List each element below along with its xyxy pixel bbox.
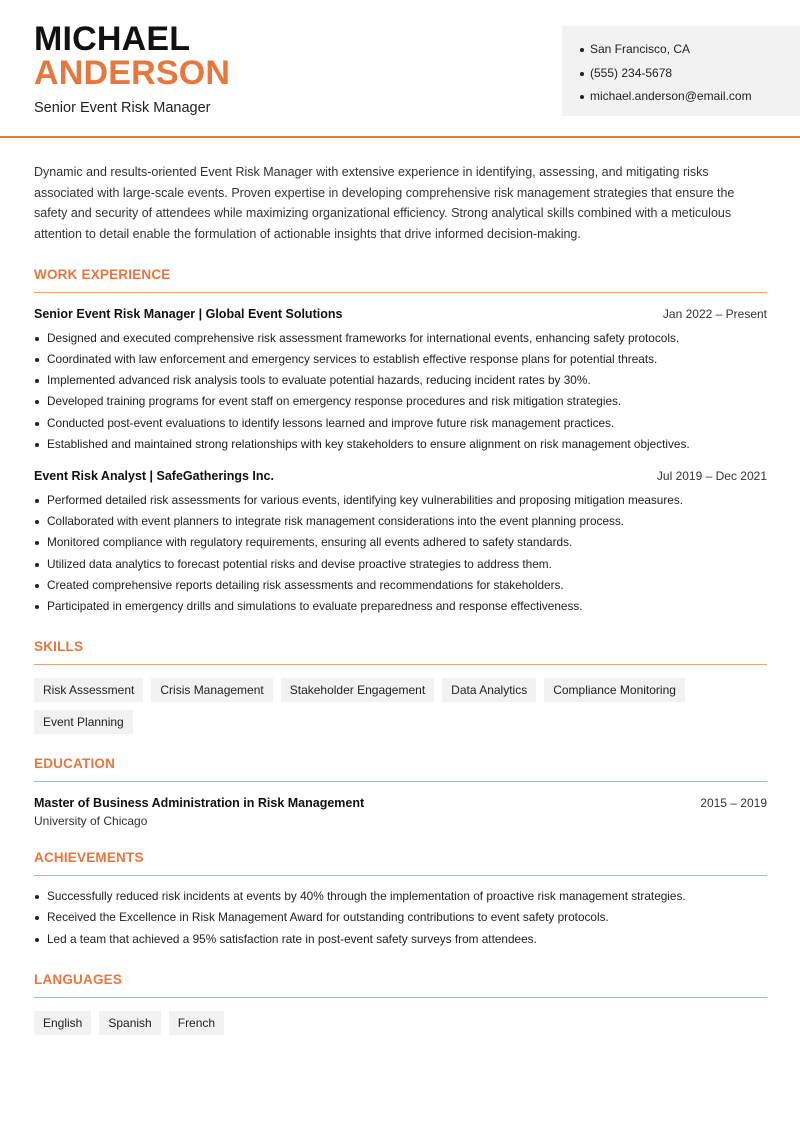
list-item: Led a team that achieved a 95% satisfaction rate in post-event safety surveys from attendees. (34, 929, 767, 950)
skill-tag: Event Planning (34, 710, 133, 734)
job-bullets (34, 490, 767, 617)
language-tag: Spanish (99, 1011, 160, 1035)
list-item: Created comprehensive reports detailing risk assessments and recommendations for stakeholders. (34, 575, 767, 596)
full-name (34, 22, 230, 90)
list-item: Monitored compliance with regulatory requirements, ensuring all events adhered to safety standards. (34, 532, 767, 553)
skill-tag: Stakeholder Engagement (281, 678, 434, 702)
job-role: Senior Event Risk Manager | Global Event Solutions (34, 306, 343, 321)
job-dates: Jul 2019 – Dec 2021 (656, 469, 767, 484)
section-title-achievements: ACHIEVEMENTS (34, 850, 767, 876)
list-item: Designed and executed comprehensive risk assessment frameworks for international events, enhancing safety protocols. (34, 328, 767, 349)
language-tag: French (169, 1011, 224, 1035)
headline-title: Senior Event Risk Manager (34, 100, 211, 116)
job-entry (34, 469, 767, 617)
section-title-education: EDUCATION (34, 756, 767, 782)
achievements-list (34, 886, 767, 950)
list-item: Received the Excellence in Risk Management Award for outstanding contributions to event safety protocols. (34, 907, 767, 928)
list-item: Utilized data analytics to forecast potential risks and devise proactive strategies to address them. (34, 554, 767, 575)
skill-tag: Compliance Monitoring (544, 678, 685, 702)
contact-phone: (555) 234-5678 (580, 62, 784, 86)
section-title-skills: SKILLS (34, 639, 767, 665)
list-item: Established and maintained strong relationships with key stakeholders to ensure alignment on risk management objectives. (34, 434, 767, 455)
skill-tag: Data Analytics (442, 678, 536, 702)
list-item: Conducted post-event evaluations to identify lessons learned and improve future risk management practices. (34, 413, 767, 434)
education-dates: 2015 – 2019 (700, 796, 767, 811)
education-header (34, 796, 767, 810)
contact-email[interactable]: michael.anderson@email.com (580, 85, 784, 109)
summary-paragraph: Dynamic and results-oriented Event Risk Manager with extensive experience in identifying, assessing, and mitigating risks associated with large-scale events. Proven expertise in developing comprehensive risk management strategies that ensure the safety and security of attendees while maximizing organizational efficiency. Strong analytical skills combined with a meticulous attention to detail enable the formulation of actionable insights that drive informed decision-making. (34, 165, 735, 242)
resume-header (0, 0, 800, 138)
list-item: Implemented advanced risk analysis tools to evaluate potential hazards, reducing incident rates by 30%. (34, 370, 767, 391)
list-item: Coordinated with law enforcement and emergency services to establish effective response plans for potential threats. (34, 349, 767, 370)
resume-content (34, 138, 767, 1035)
skill-tag: Risk Assessment (34, 678, 143, 702)
last-name: ANDERSON (34, 54, 231, 92)
list-item: Collaborated with event planners to integrate risk management considerations into the event planning process. (34, 511, 767, 532)
skills-list (34, 678, 767, 734)
list-item: Performed detailed risk assessments for various events, identifying key vulnerabilities and proposing mitigation measures. (34, 490, 767, 511)
languages-list (34, 1011, 767, 1035)
job-entry (34, 307, 767, 455)
education-school: University of Chicago (34, 814, 148, 829)
language-tag: English (34, 1011, 91, 1035)
section-title-work: WORK EXPERIENCE (34, 267, 767, 293)
education-degree: Master of Business Administration in Risk Management (34, 796, 365, 811)
job-dates: Jan 2022 – Present (662, 306, 767, 321)
job-role: Event Risk Analyst | SafeGatherings Inc. (34, 469, 274, 484)
job-bullets (34, 328, 767, 455)
contact-box (562, 26, 800, 116)
section-title-languages: LANGUAGES (34, 972, 767, 998)
list-item: Successfully reduced risk incidents at events by 40% through the implementation of proactive risk management strategies. (34, 886, 767, 907)
contact-list (580, 38, 784, 109)
first-name: MICHAEL (34, 20, 191, 58)
skill-tag: Crisis Management (151, 678, 272, 702)
contact-location: San Francisco, CA (580, 38, 784, 62)
job-header (34, 469, 767, 483)
list-item: Developed training programs for event staff on emergency response procedures and risk mitigation strategies. (34, 391, 767, 412)
list-item: Participated in emergency drills and simulations to evaluate preparedness and response effectiveness. (34, 596, 767, 617)
job-header (34, 307, 767, 321)
